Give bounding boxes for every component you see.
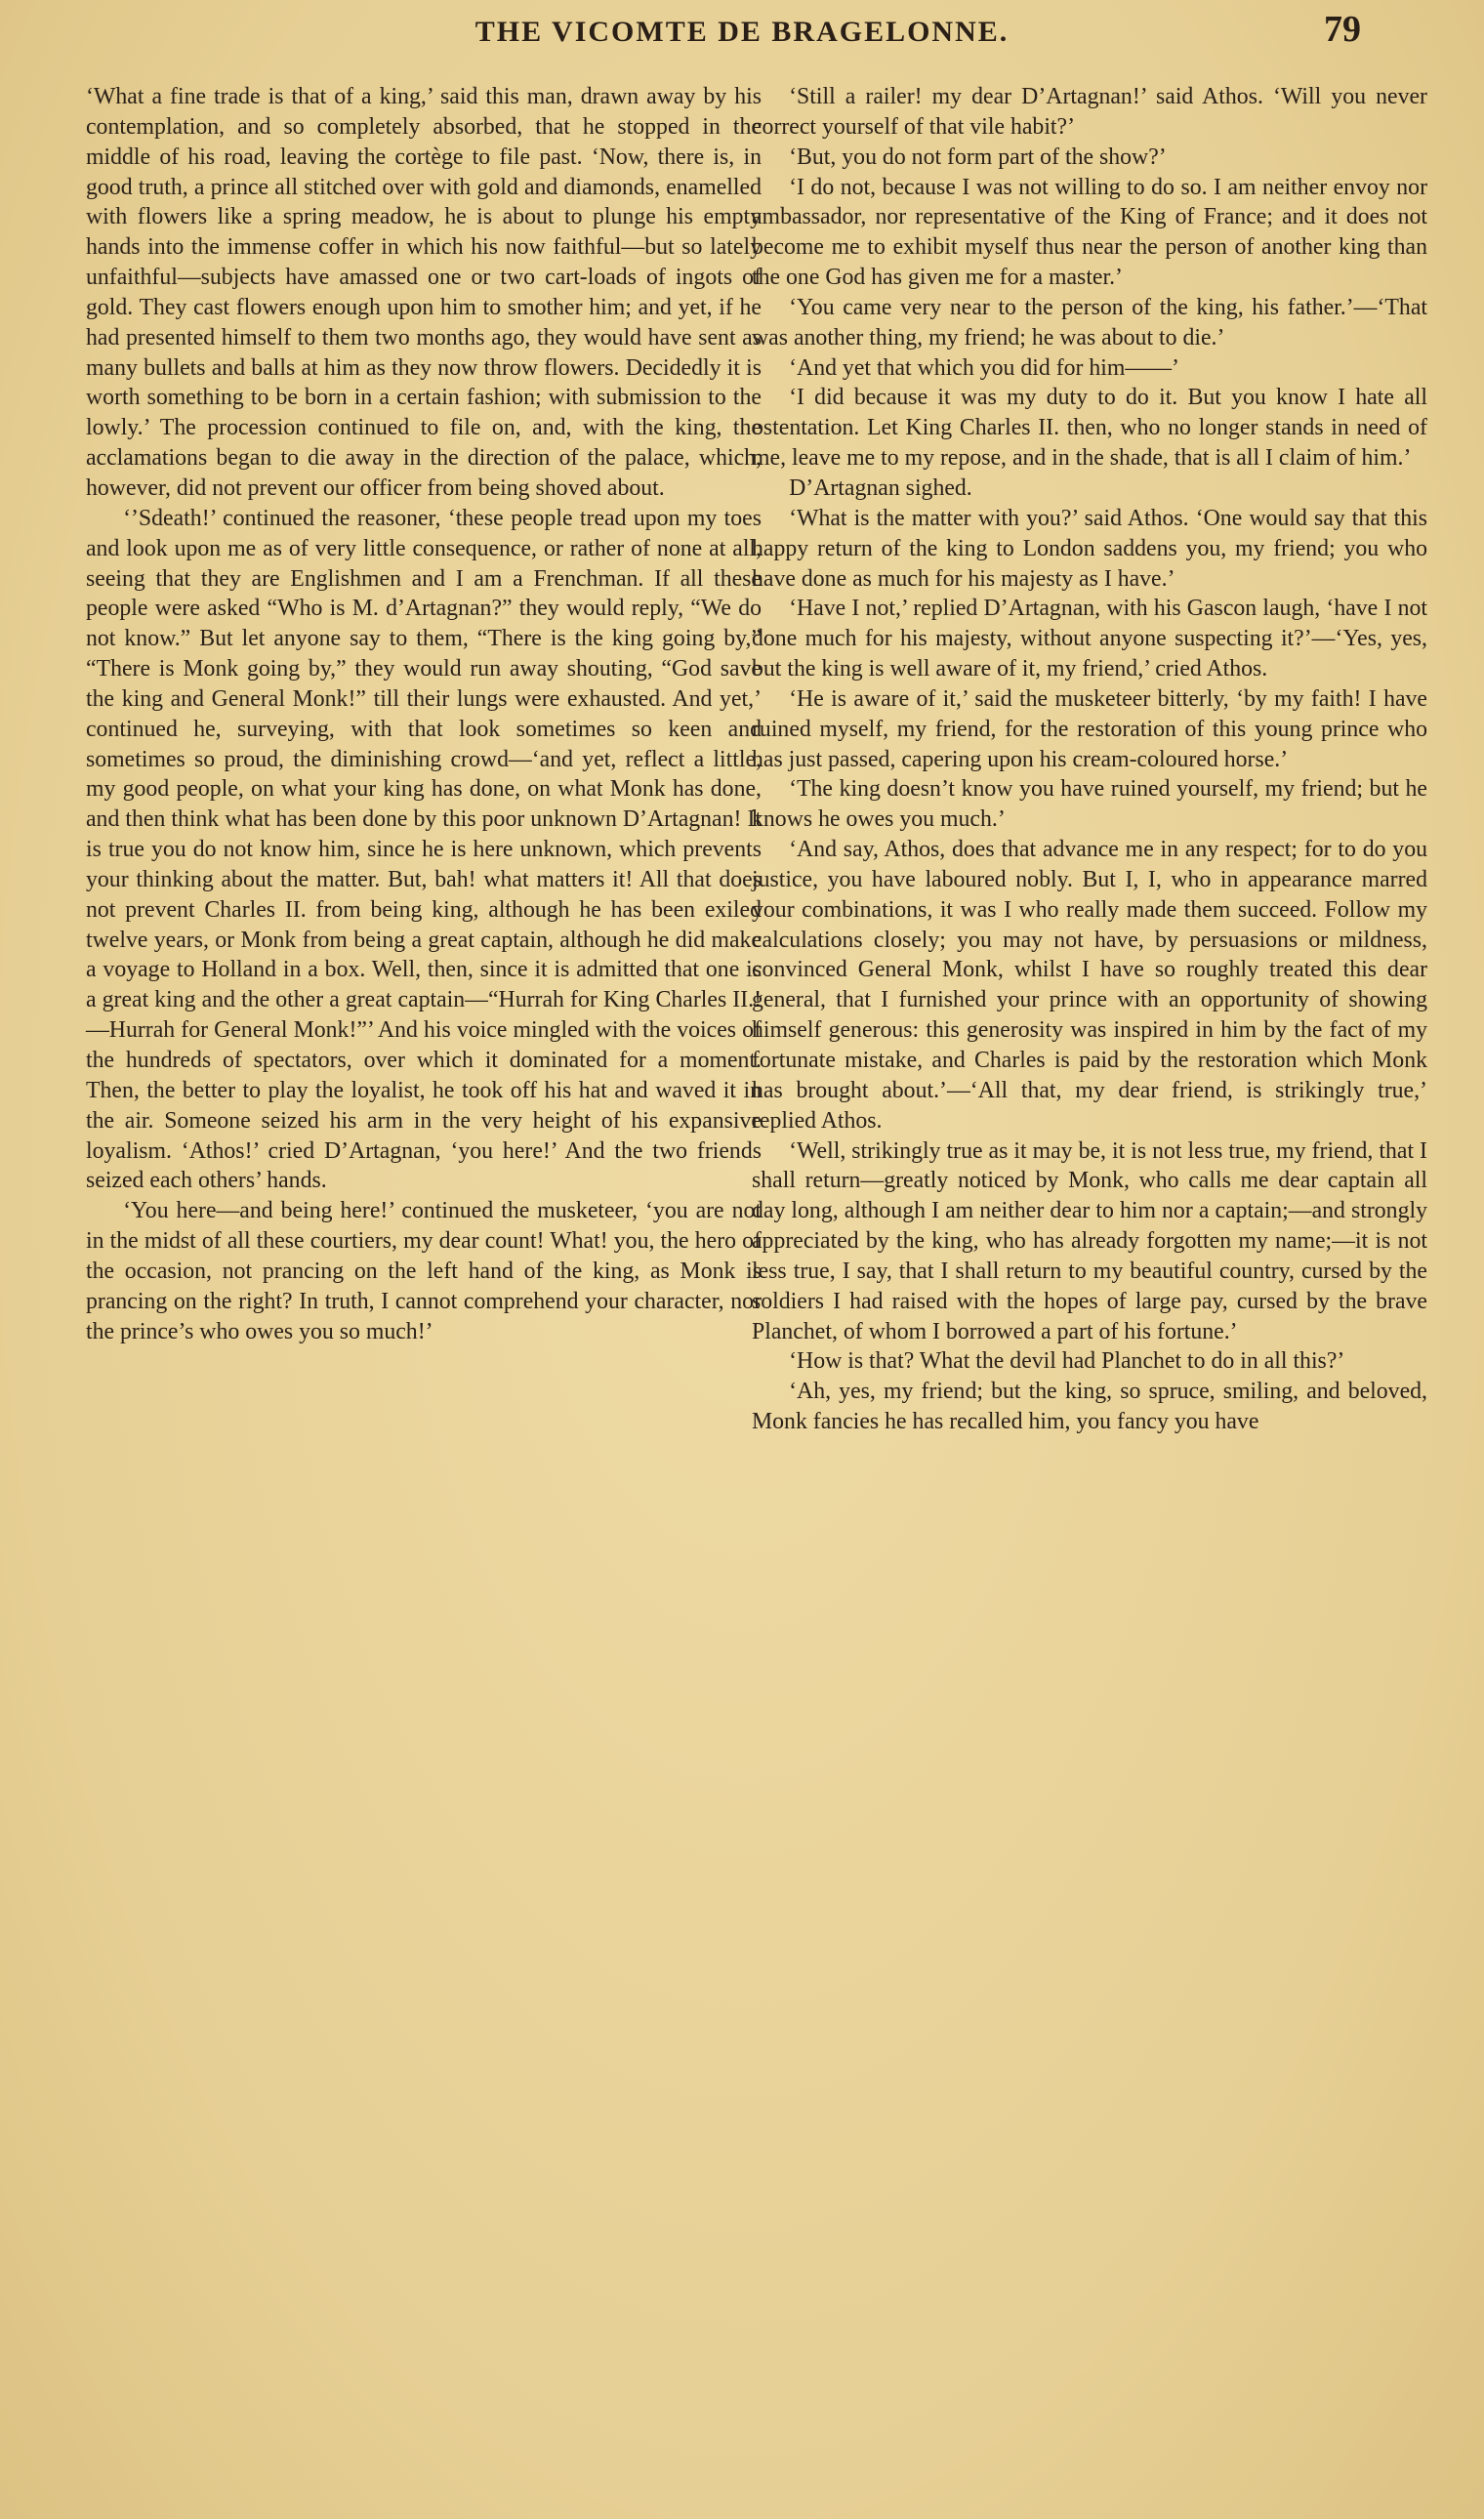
page-header — [0, 0, 1484, 62]
paragraph: ‘You came very near to the person of the king, his father.’—‘That was another thing, my friend; he was about to die.’ — [752, 294, 1427, 351]
paragraph: ‘What is the matter with you?’ said Athos. ‘One would say that this happy return of the king to London saddens you, my friend; you who have done as much for his majesty as I have.’ — [752, 505, 1427, 592]
paragraph: ‘But, you do not form part of the show?’ — [789, 144, 1167, 170]
running-title: THE VICOMTE DE BRAGELONNE. — [474, 16, 1010, 48]
paragraph: ‘Ah, yes, my friend; but the king, so spruce, smiling, and beloved, Monk fancies he has recalled him, you fancy you have — [752, 1379, 1427, 1435]
paragraph: ‘And say, Athos, does that advance me in any respect; for to do you justice, you have laboured nobly. But I, I, who in appearance marred your combinations, it was I who really made them succeed. Follow my calculations closely; you may not have, by persuasions or mildness, convinced General Monk, whilst I have so roughly treated this dear general, that I furnished your prince with an opportunity of showing himself generous: this generosity was inspired in him by the fact of my fortunate mistake, and Charles is paid by the restoration which Monk has brought about.’—‘All that, my dear friend, is strikingly true,’ replied Athos. — [752, 837, 1427, 1134]
paragraph: ‘And yet that which you did for him——’ — [789, 354, 1179, 381]
paragraph: ‘Still a railer! my dear D’Artagnan!’ said Athos. ‘Will you never correct yourself of that vile habit?’ — [752, 84, 1427, 140]
right-column — [752, 82, 1427, 1437]
page-number: 79 — [1324, 9, 1361, 50]
left-column — [86, 82, 762, 1346]
paragraph: ‘What a fine trade is that of a king,’ said this man, drawn away by his contemplation, and so completely absorbed, that he stopped in the middle of his road, leaving the cortège to file past. ‘Now, there is, in good truth, a prince all stitched over with gold and diamonds, enamelled with flowers like a spring meadow, he is about to plunge his empty hands into the immense coffer in which his now faithful—but so lately unfaithful—subjects have amassed one or two cart-loads of ingots of gold. They cast flowers enough upon him to smother him; and yet, if he had presented himself to them two months ago, they would have sent as many bullets and balls at him as they now throw flowers. Decidedly it is worth something to be born in a certain fashion; with submission to the lowly.’ The procession continued to file on, and, with the king, the acclamations began to die away in the direction of the palace, which, however, did not prevent our officer from being shoved about. — [86, 84, 762, 501]
paragraph: ‘How is that? What the devil had Planchet to do in all this?’ — [789, 1348, 1345, 1375]
paragraph: ‘Well, strikingly true as it may be, it is not less true, my friend, that I shall return—greatly noticed by Monk, who calls me dear captain all day long, although I am neither dear to him nor a captain;—and strongly appreciated by the king, who has already forgotten my name;—it is not less true, I say, that I shall return to my beautiful country, cursed by the soldiers I had raised with the hopes of large pay, cursed by the brave Planchet, of whom I borrowed a part of his fortune.’ — [752, 1137, 1427, 1344]
paragraph: ‘I did because it was my duty to do it. But you know I hate all ostentation. Let King Charles II. then, who no longer stands in need of me, leave me to my repose, and in the shade, that is all I claim of him.’ — [752, 385, 1427, 472]
paragraph: ‘’Sdeath!’ continued the reasoner, ‘these people tread upon my toes and look upon me as of very little consequence, or rather of none at all, seeing that they are Englishmen and I am a Frenchman. If all these people were asked “Who is M. d’Artagnan?” they would reply, “We do not know.” But let anyone say to them, “There is the king going by,” “There is Monk going by,” they would run away shouting, “God save the king and General Monk!” till their lungs were exhausted. And yet,’ continued he, surveying, with that look sometimes so keen and sometimes so proud, the diminishing crowd—‘and yet, reflect a little, my good people, on what your king has done, on what Monk has done, and then think what has been done by this poor unknown D’Artagnan! It is true you do not know him, since he is here unknown, which prevents your thinking about the matter. But, bah! what matters it! All that does not prevent Charles II. from being king, although he has been exiled twelve years, or Monk from being a great captain, although he did make a voyage to Holland in a box. Well, then, since it is admitted that one is a great king and the other a great captain—“Hurrah for King Charles II.!—Hurrah for General Monk!”’ And his voice mingled with the voices of the hundreds of spectators, over which it dominated for a moment. Then, the better to play the loyalist, he took off his hat and waved it in the air. Someone seized his arm in the very height of his expansive loyalism. ‘Athos!’ cried D’Artagnan, ‘you here!’ And the two friends seized each others’ hands. — [86, 505, 762, 1194]
paragraph: ‘Have I not,’ replied D’Artagnan, with his Gascon laugh, ‘have I not done much for his majesty, without anyone suspecting it?’—‘Yes, yes, but the king is well aware of it, my friend,’ cried Athos. — [752, 596, 1427, 682]
paragraph: ‘He is aware of it,’ said the musketeer bitterly, ‘by my faith! I have ruined myself, my friend, for the restoration of this young prince who has just passed, capering upon his cream-coloured horse.’ — [752, 685, 1427, 772]
paragraph: ‘You here—and being here!’ continued the musketeer, ‘you are not in the midst of all these courtiers, my dear count! What! you, the hero of the occasion, not prancing on the left hand of the king, as Monk is prancing on the right? In truth, I cannot comprehend your character, nor the prince’s who owes you so much!’ — [86, 1198, 762, 1344]
paragraph: D’Artagnan sighed. — [789, 475, 972, 501]
paragraph: ‘The king doesn’t know you have ruined yourself, my friend; but he knows he owes you much.’ — [752, 776, 1427, 833]
paragraph: ‘I do not, because I was not willing to do so. I am neither envoy nor ambassador, nor representative of the King of France; and it does not become me to exhibit myself thus near the person of another king than the one God has given me for a master.’ — [752, 174, 1427, 291]
